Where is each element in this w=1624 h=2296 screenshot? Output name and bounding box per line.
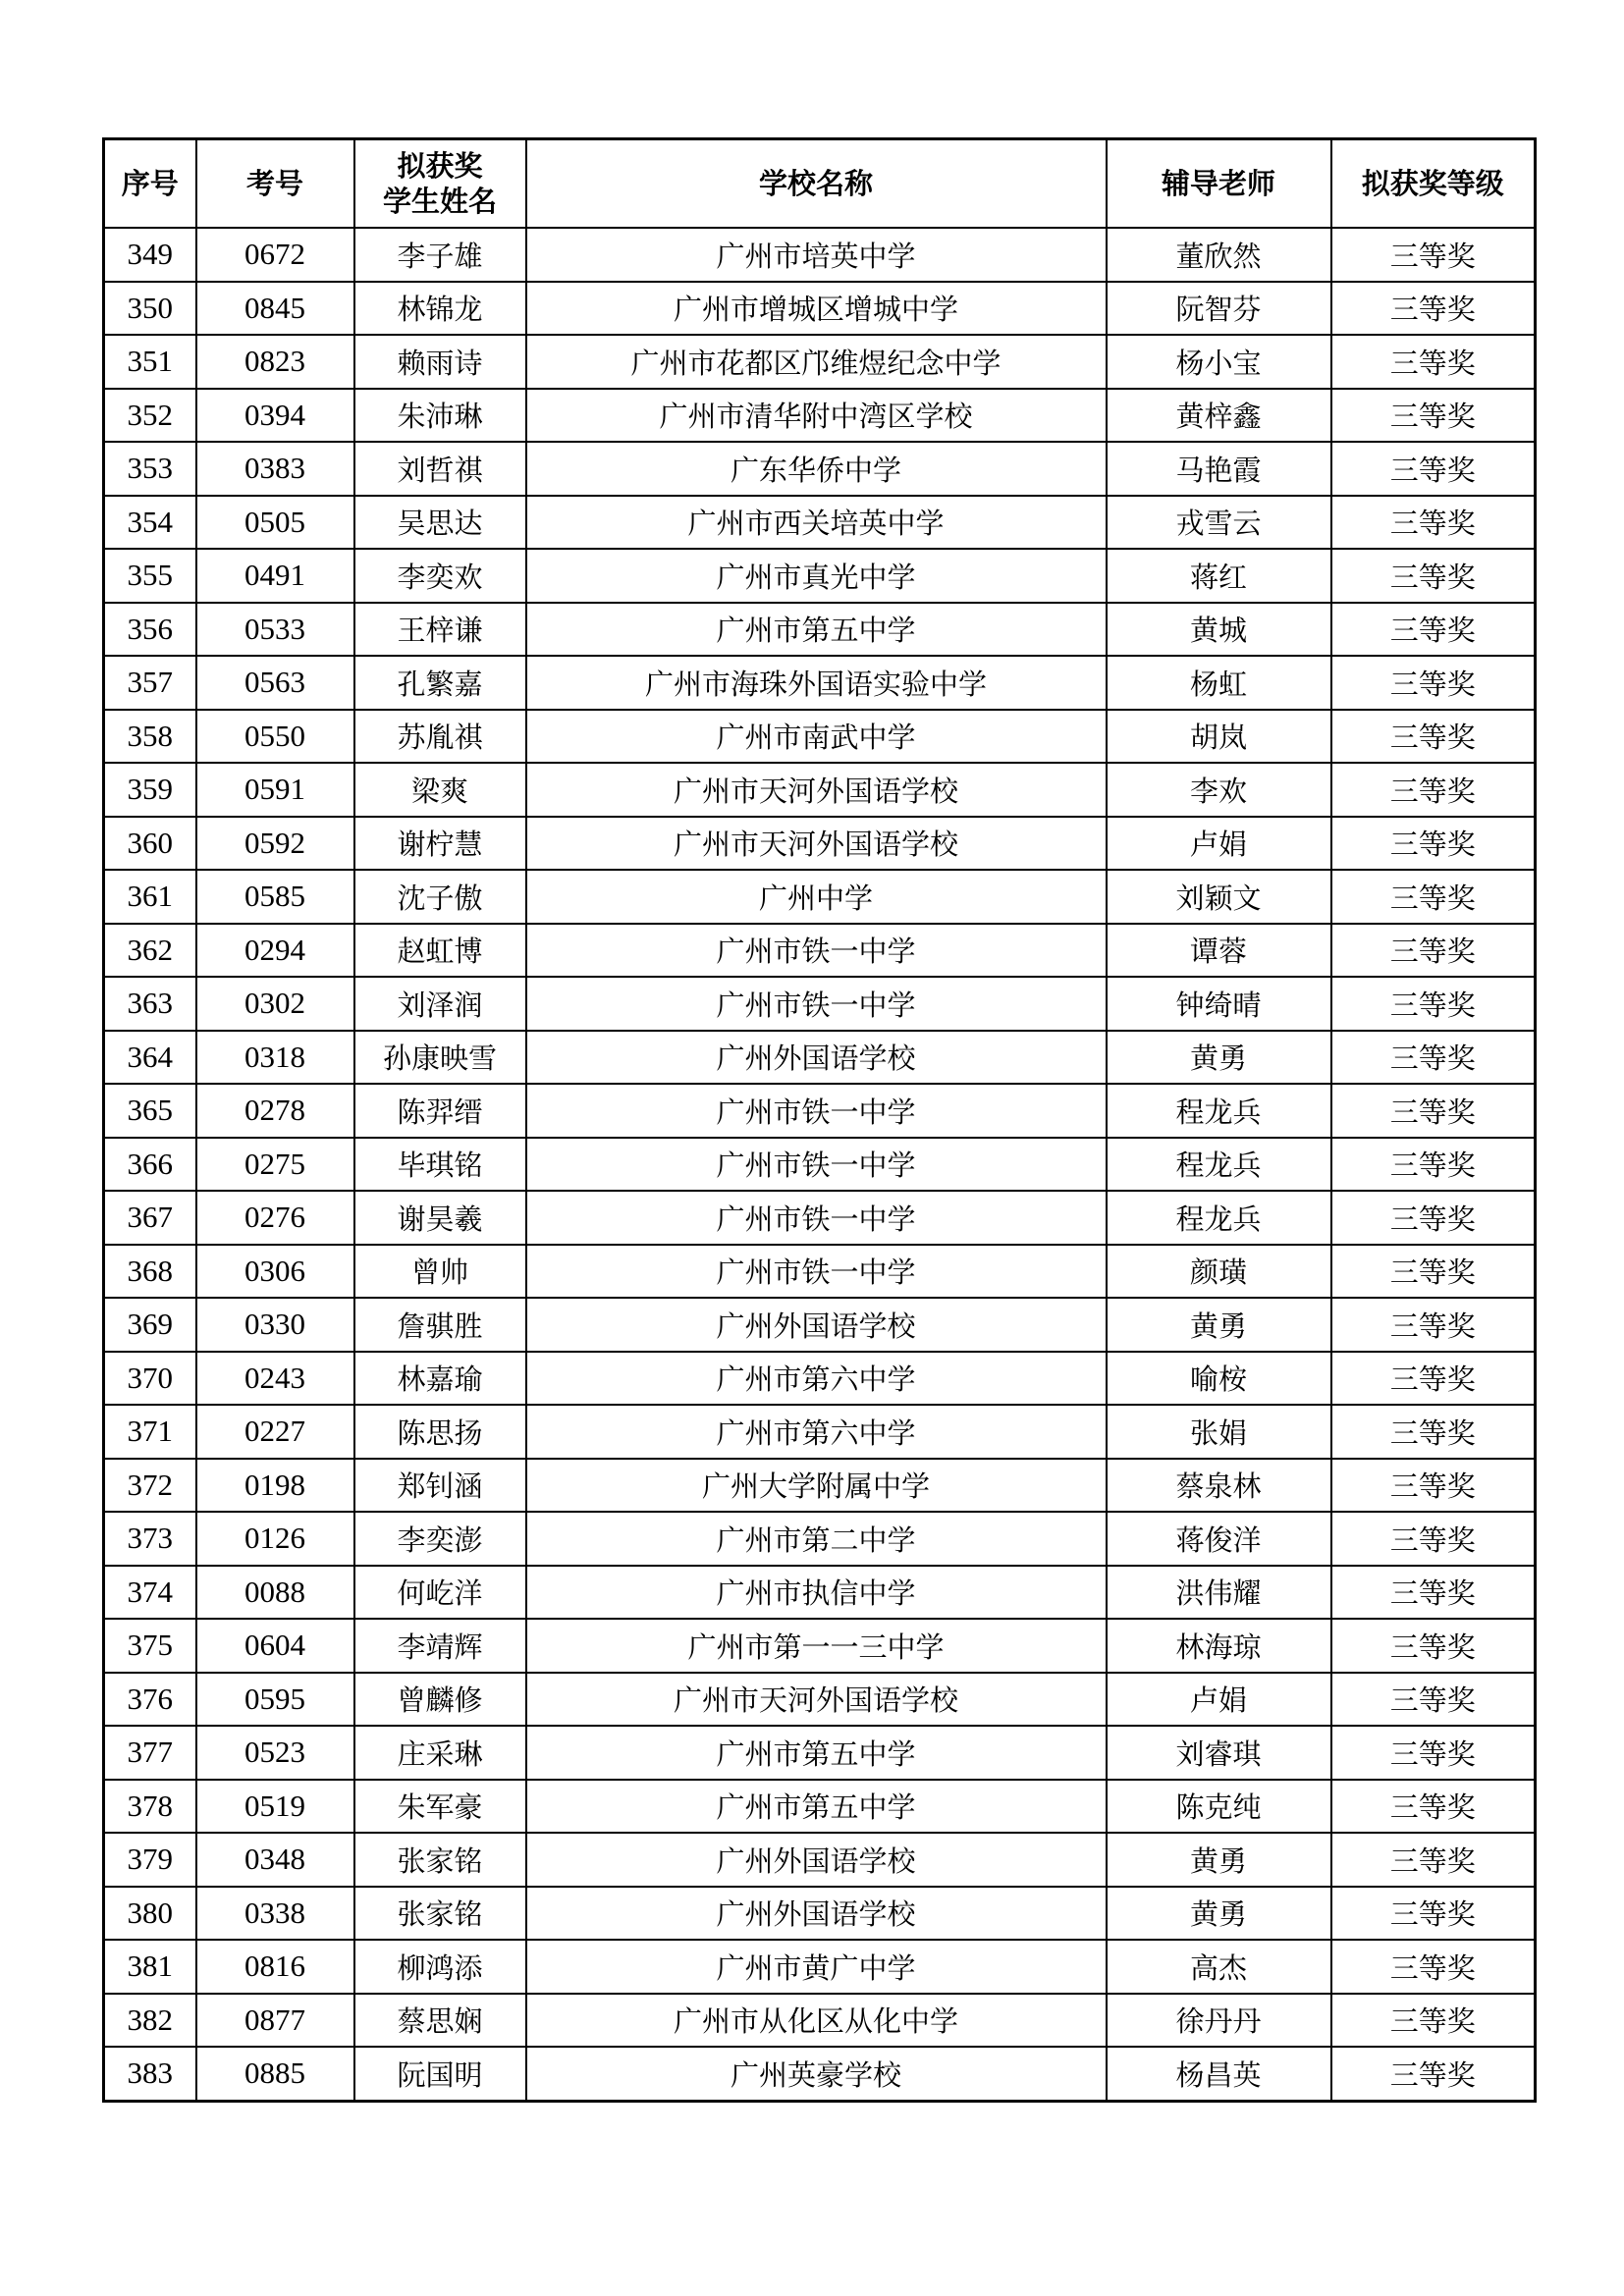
cell-teacher: 李欢 xyxy=(1107,763,1331,817)
cell-teacher: 颜璜 xyxy=(1107,1245,1331,1299)
cell-school: 广州市西关培英中学 xyxy=(526,496,1107,550)
cell-seq: 357 xyxy=(104,656,196,710)
award-list-table xyxy=(102,137,1537,2103)
cell-student-name: 蔡思娴 xyxy=(354,1994,526,2048)
table-header-row xyxy=(104,139,1536,229)
cell-exam-no: 0816 xyxy=(196,1940,354,1994)
cell-teacher: 董欣然 xyxy=(1107,228,1331,282)
cell-exam-no: 0563 xyxy=(196,656,354,710)
cell-exam-no: 0243 xyxy=(196,1352,354,1406)
table-row xyxy=(104,1459,1536,1513)
cell-seq: 380 xyxy=(104,1887,196,1941)
cell-school: 广州市天河外国语学校 xyxy=(526,763,1107,817)
cell-school: 广州市铁一中学 xyxy=(526,1084,1107,1138)
table-row xyxy=(104,1780,1536,1834)
cell-teacher: 戎雪云 xyxy=(1107,496,1331,550)
cell-teacher: 黄勇 xyxy=(1107,1298,1331,1352)
cell-award-level: 三等奖 xyxy=(1331,656,1536,710)
cell-exam-no: 0276 xyxy=(196,1191,354,1245)
cell-school: 广州市第五中学 xyxy=(526,603,1107,657)
cell-award-level: 三等奖 xyxy=(1331,389,1536,443)
cell-school: 广州英豪学校 xyxy=(526,2047,1107,2101)
cell-award-level: 三等奖 xyxy=(1331,282,1536,336)
cell-teacher: 蔡泉林 xyxy=(1107,1459,1331,1513)
table-row xyxy=(104,389,1536,443)
cell-school: 广州市执信中学 xyxy=(526,1566,1107,1620)
cell-award-level: 三等奖 xyxy=(1331,1512,1536,1566)
cell-seq: 382 xyxy=(104,1994,196,2048)
cell-seq: 351 xyxy=(104,335,196,389)
cell-exam-no: 0198 xyxy=(196,1459,354,1513)
cell-school: 广州市增城区增城中学 xyxy=(526,282,1107,336)
cell-school: 广州市第六中学 xyxy=(526,1405,1107,1459)
cell-teacher: 喻桉 xyxy=(1107,1352,1331,1406)
table-row xyxy=(104,1833,1536,1887)
cell-student-name: 郑钊涵 xyxy=(354,1459,526,1513)
cell-seq: 378 xyxy=(104,1780,196,1834)
cell-exam-no: 0294 xyxy=(196,924,354,978)
cell-award-level: 三等奖 xyxy=(1331,1726,1536,1780)
cell-student-name: 李靖辉 xyxy=(354,1619,526,1673)
cell-seq: 379 xyxy=(104,1833,196,1887)
cell-school: 广州市海珠外国语实验中学 xyxy=(526,656,1107,710)
cell-exam-no: 0592 xyxy=(196,817,354,871)
cell-seq: 371 xyxy=(104,1405,196,1459)
table-row xyxy=(104,1512,1536,1566)
cell-exam-no: 0523 xyxy=(196,1726,354,1780)
cell-seq: 368 xyxy=(104,1245,196,1299)
cell-seq: 349 xyxy=(104,228,196,282)
cell-student-name: 何屹洋 xyxy=(354,1566,526,1620)
cell-award-level: 三等奖 xyxy=(1331,603,1536,657)
table-row xyxy=(104,1245,1536,1299)
cell-exam-no: 0533 xyxy=(196,603,354,657)
cell-school: 广州市从化区从化中学 xyxy=(526,1994,1107,2048)
cell-school: 广州市第五中学 xyxy=(526,1780,1107,1834)
cell-seq: 360 xyxy=(104,817,196,871)
cell-award-level: 三等奖 xyxy=(1331,1459,1536,1513)
table-row xyxy=(104,1084,1536,1138)
cell-seq: 377 xyxy=(104,1726,196,1780)
cell-school: 广州市真光中学 xyxy=(526,549,1107,603)
cell-teacher: 胡岚 xyxy=(1107,710,1331,764)
cell-seq: 359 xyxy=(104,763,196,817)
cell-teacher: 刘颖文 xyxy=(1107,870,1331,924)
table-row xyxy=(104,228,1536,282)
table-row xyxy=(104,710,1536,764)
cell-seq: 366 xyxy=(104,1138,196,1192)
cell-exam-no: 0550 xyxy=(196,710,354,764)
cell-school: 广州市清华附中湾区学校 xyxy=(526,389,1107,443)
cell-teacher: 黄梓鑫 xyxy=(1107,389,1331,443)
header-award-level: 拟获奖等级 xyxy=(1331,139,1536,229)
cell-teacher: 林海琼 xyxy=(1107,1619,1331,1673)
header-teacher: 辅导老师 xyxy=(1107,139,1331,229)
table-row xyxy=(104,2047,1536,2101)
cell-seq: 369 xyxy=(104,1298,196,1352)
cell-school: 广州外国语学校 xyxy=(526,1833,1107,1887)
cell-seq: 374 xyxy=(104,1566,196,1620)
cell-award-level: 三等奖 xyxy=(1331,1138,1536,1192)
table-row xyxy=(104,656,1536,710)
table-row xyxy=(104,1994,1536,2048)
cell-exam-no: 0519 xyxy=(196,1780,354,1834)
cell-exam-no: 0877 xyxy=(196,1994,354,2048)
cell-exam-no: 0672 xyxy=(196,228,354,282)
cell-teacher: 陈克纯 xyxy=(1107,1780,1331,1834)
cell-school: 广州市第一一三中学 xyxy=(526,1619,1107,1673)
cell-teacher: 刘睿琪 xyxy=(1107,1726,1331,1780)
cell-award-level: 三等奖 xyxy=(1331,1245,1536,1299)
cell-school: 广州市铁一中学 xyxy=(526,977,1107,1031)
cell-teacher: 程龙兵 xyxy=(1107,1084,1331,1138)
cell-student-name: 梁爽 xyxy=(354,763,526,817)
cell-award-level: 三等奖 xyxy=(1331,1566,1536,1620)
cell-student-name: 柳鸿添 xyxy=(354,1940,526,1994)
cell-award-level: 三等奖 xyxy=(1331,1191,1536,1245)
cell-exam-no: 0126 xyxy=(196,1512,354,1566)
cell-teacher: 张娟 xyxy=(1107,1405,1331,1459)
cell-seq: 364 xyxy=(104,1031,196,1085)
cell-seq: 365 xyxy=(104,1084,196,1138)
cell-school: 广州市黄广中学 xyxy=(526,1940,1107,1994)
cell-award-level: 三等奖 xyxy=(1331,1031,1536,1085)
cell-teacher: 黄勇 xyxy=(1107,1887,1331,1941)
cell-award-level: 三等奖 xyxy=(1331,228,1536,282)
cell-award-level: 三等奖 xyxy=(1331,977,1536,1031)
table-row xyxy=(104,282,1536,336)
cell-teacher: 杨小宝 xyxy=(1107,335,1331,389)
cell-student-name: 庄采琳 xyxy=(354,1726,526,1780)
cell-student-name: 阮国明 xyxy=(354,2047,526,2101)
cell-seq: 370 xyxy=(104,1352,196,1406)
cell-seq: 363 xyxy=(104,977,196,1031)
cell-award-level: 三等奖 xyxy=(1331,710,1536,764)
cell-student-name: 吴思达 xyxy=(354,496,526,550)
cell-student-name: 赵虹博 xyxy=(354,924,526,978)
cell-school: 广州外国语学校 xyxy=(526,1887,1107,1941)
header-school: 学校名称 xyxy=(526,139,1107,229)
cell-teacher: 黄勇 xyxy=(1107,1833,1331,1887)
cell-teacher: 钟绮晴 xyxy=(1107,977,1331,1031)
cell-school: 广州市铁一中学 xyxy=(526,1245,1107,1299)
cell-school: 广东华侨中学 xyxy=(526,442,1107,496)
cell-exam-no: 0227 xyxy=(196,1405,354,1459)
cell-exam-no: 0306 xyxy=(196,1245,354,1299)
cell-award-level: 三等奖 xyxy=(1331,1405,1536,1459)
cell-exam-no: 0823 xyxy=(196,335,354,389)
cell-award-level: 三等奖 xyxy=(1331,1887,1536,1941)
table-row xyxy=(104,1191,1536,1245)
cell-award-level: 三等奖 xyxy=(1331,1352,1536,1406)
cell-award-level: 三等奖 xyxy=(1331,549,1536,603)
cell-student-name: 陈思扬 xyxy=(354,1405,526,1459)
cell-seq: 354 xyxy=(104,496,196,550)
cell-school: 广州市南武中学 xyxy=(526,710,1107,764)
cell-student-name: 赖雨诗 xyxy=(354,335,526,389)
award-list-table-container xyxy=(102,137,1534,2103)
cell-seq: 361 xyxy=(104,870,196,924)
cell-student-name: 詹骐胜 xyxy=(354,1298,526,1352)
cell-school: 广州中学 xyxy=(526,870,1107,924)
cell-school: 广州市花都区邝维煜纪念中学 xyxy=(526,335,1107,389)
cell-exam-no: 0505 xyxy=(196,496,354,550)
cell-seq: 376 xyxy=(104,1673,196,1727)
cell-seq: 356 xyxy=(104,603,196,657)
cell-award-level: 三等奖 xyxy=(1331,870,1536,924)
cell-seq: 373 xyxy=(104,1512,196,1566)
cell-teacher: 蒋俊洋 xyxy=(1107,1512,1331,1566)
table-row xyxy=(104,924,1536,978)
cell-school: 广州市第六中学 xyxy=(526,1352,1107,1406)
table-row xyxy=(104,603,1536,657)
table-row xyxy=(104,1673,1536,1727)
cell-teacher: 徐丹丹 xyxy=(1107,1994,1331,2048)
cell-exam-no: 0318 xyxy=(196,1031,354,1085)
cell-school: 广州外国语学校 xyxy=(526,1031,1107,1085)
cell-student-name: 曾帅 xyxy=(354,1245,526,1299)
cell-school: 广州市第五中学 xyxy=(526,1726,1107,1780)
cell-student-name: 陈羿缙 xyxy=(354,1084,526,1138)
cell-teacher: 程龙兵 xyxy=(1107,1138,1331,1192)
cell-exam-no: 0302 xyxy=(196,977,354,1031)
cell-exam-no: 0585 xyxy=(196,870,354,924)
cell-school: 广州外国语学校 xyxy=(526,1298,1107,1352)
cell-student-name: 朱军豪 xyxy=(354,1780,526,1834)
cell-student-name: 王梓谦 xyxy=(354,603,526,657)
table-row xyxy=(104,1619,1536,1673)
cell-exam-no: 0330 xyxy=(196,1298,354,1352)
cell-exam-no: 0491 xyxy=(196,549,354,603)
cell-teacher: 洪伟耀 xyxy=(1107,1566,1331,1620)
header-student-name xyxy=(354,139,526,229)
cell-teacher: 黄勇 xyxy=(1107,1031,1331,1085)
cell-student-name: 谢柠慧 xyxy=(354,817,526,871)
cell-school: 广州大学附属中学 xyxy=(526,1459,1107,1513)
cell-student-name: 李奕澎 xyxy=(354,1512,526,1566)
cell-award-level: 三等奖 xyxy=(1331,496,1536,550)
cell-student-name: 朱沛琳 xyxy=(354,389,526,443)
cell-teacher: 程龙兵 xyxy=(1107,1191,1331,1245)
table-row xyxy=(104,763,1536,817)
table-row xyxy=(104,1405,1536,1459)
table-row xyxy=(104,496,1536,550)
cell-exam-no: 0604 xyxy=(196,1619,354,1673)
table-row xyxy=(104,977,1536,1031)
cell-school: 广州市第二中学 xyxy=(526,1512,1107,1566)
cell-award-level: 三等奖 xyxy=(1331,335,1536,389)
cell-award-level: 三等奖 xyxy=(1331,924,1536,978)
cell-seq: 353 xyxy=(104,442,196,496)
cell-award-level: 三等奖 xyxy=(1331,442,1536,496)
cell-student-name: 林锦龙 xyxy=(354,282,526,336)
cell-school: 广州市天河外国语学校 xyxy=(526,1673,1107,1727)
cell-teacher: 杨昌英 xyxy=(1107,2047,1331,2101)
table-row xyxy=(104,1031,1536,1085)
cell-exam-no: 0591 xyxy=(196,763,354,817)
cell-teacher: 卢娟 xyxy=(1107,1673,1331,1727)
cell-student-name: 孙康映雪 xyxy=(354,1031,526,1085)
cell-student-name: 张家铭 xyxy=(354,1833,526,1887)
cell-student-name: 沈子傲 xyxy=(354,870,526,924)
cell-seq: 350 xyxy=(104,282,196,336)
cell-student-name: 张家铭 xyxy=(354,1887,526,1941)
cell-school: 广州市培英中学 xyxy=(526,228,1107,282)
cell-school: 广州市铁一中学 xyxy=(526,924,1107,978)
cell-seq: 355 xyxy=(104,549,196,603)
cell-seq: 372 xyxy=(104,1459,196,1513)
cell-teacher: 杨虹 xyxy=(1107,656,1331,710)
table-row xyxy=(104,1726,1536,1780)
cell-award-level: 三等奖 xyxy=(1331,817,1536,871)
cell-seq: 367 xyxy=(104,1191,196,1245)
cell-teacher: 卢娟 xyxy=(1107,817,1331,871)
header-student-line1: 拟获奖 xyxy=(397,149,483,183)
table-row xyxy=(104,1940,1536,1994)
cell-student-name: 刘哲祺 xyxy=(354,442,526,496)
cell-school: 广州市天河外国语学校 xyxy=(526,817,1107,871)
cell-award-level: 三等奖 xyxy=(1331,1619,1536,1673)
cell-award-level: 三等奖 xyxy=(1331,763,1536,817)
cell-award-level: 三等奖 xyxy=(1331,1833,1536,1887)
cell-student-name: 苏胤祺 xyxy=(354,710,526,764)
cell-award-level: 三等奖 xyxy=(1331,1084,1536,1138)
cell-student-name: 刘泽润 xyxy=(354,977,526,1031)
cell-student-name: 孔繁嘉 xyxy=(354,656,526,710)
cell-exam-no: 0885 xyxy=(196,2047,354,2101)
cell-seq: 352 xyxy=(104,389,196,443)
cell-award-level: 三等奖 xyxy=(1331,1994,1536,2048)
cell-seq: 375 xyxy=(104,1619,196,1673)
table-body xyxy=(104,228,1536,2101)
cell-exam-no: 0845 xyxy=(196,282,354,336)
cell-exam-no: 0595 xyxy=(196,1673,354,1727)
cell-exam-no: 0338 xyxy=(196,1887,354,1941)
cell-award-level: 三等奖 xyxy=(1331,1673,1536,1727)
cell-seq: 362 xyxy=(104,924,196,978)
table-row xyxy=(104,442,1536,496)
cell-exam-no: 0383 xyxy=(196,442,354,496)
table-row xyxy=(104,870,1536,924)
cell-exam-no: 0394 xyxy=(196,389,354,443)
cell-seq: 358 xyxy=(104,710,196,764)
table-row xyxy=(104,1352,1536,1406)
table-row xyxy=(104,1298,1536,1352)
cell-school: 广州市铁一中学 xyxy=(526,1138,1107,1192)
cell-exam-no: 0088 xyxy=(196,1566,354,1620)
cell-student-name: 谢昊羲 xyxy=(354,1191,526,1245)
cell-award-level: 三等奖 xyxy=(1331,1298,1536,1352)
cell-student-name: 毕琪铭 xyxy=(354,1138,526,1192)
cell-seq: 381 xyxy=(104,1940,196,1994)
cell-seq: 383 xyxy=(104,2047,196,2101)
table-row xyxy=(104,1887,1536,1941)
cell-student-name: 曾麟修 xyxy=(354,1673,526,1727)
cell-teacher: 高杰 xyxy=(1107,1940,1331,1994)
header-seq: 序号 xyxy=(104,139,196,229)
header-exam-no: 考号 xyxy=(196,139,354,229)
cell-exam-no: 0278 xyxy=(196,1084,354,1138)
cell-teacher: 阮智芬 xyxy=(1107,282,1331,336)
cell-teacher: 谭蓉 xyxy=(1107,924,1331,978)
table-row xyxy=(104,1138,1536,1192)
cell-exam-no: 0275 xyxy=(196,1138,354,1192)
cell-student-name: 林嘉瑜 xyxy=(354,1352,526,1406)
table-row xyxy=(104,549,1536,603)
table-row xyxy=(104,335,1536,389)
cell-award-level: 三等奖 xyxy=(1331,2047,1536,2101)
cell-school: 广州市铁一中学 xyxy=(526,1191,1107,1245)
cell-student-name: 李子雄 xyxy=(354,228,526,282)
table-row xyxy=(104,1566,1536,1620)
cell-exam-no: 0348 xyxy=(196,1833,354,1887)
cell-award-level: 三等奖 xyxy=(1331,1780,1536,1834)
cell-teacher: 蒋红 xyxy=(1107,549,1331,603)
header-student-line2: 学生姓名 xyxy=(382,185,497,218)
cell-teacher: 马艳霞 xyxy=(1107,442,1331,496)
table-row xyxy=(104,817,1536,871)
cell-teacher: 黄城 xyxy=(1107,603,1331,657)
cell-student-name: 李奕欢 xyxy=(354,549,526,603)
cell-award-level: 三等奖 xyxy=(1331,1940,1536,1994)
